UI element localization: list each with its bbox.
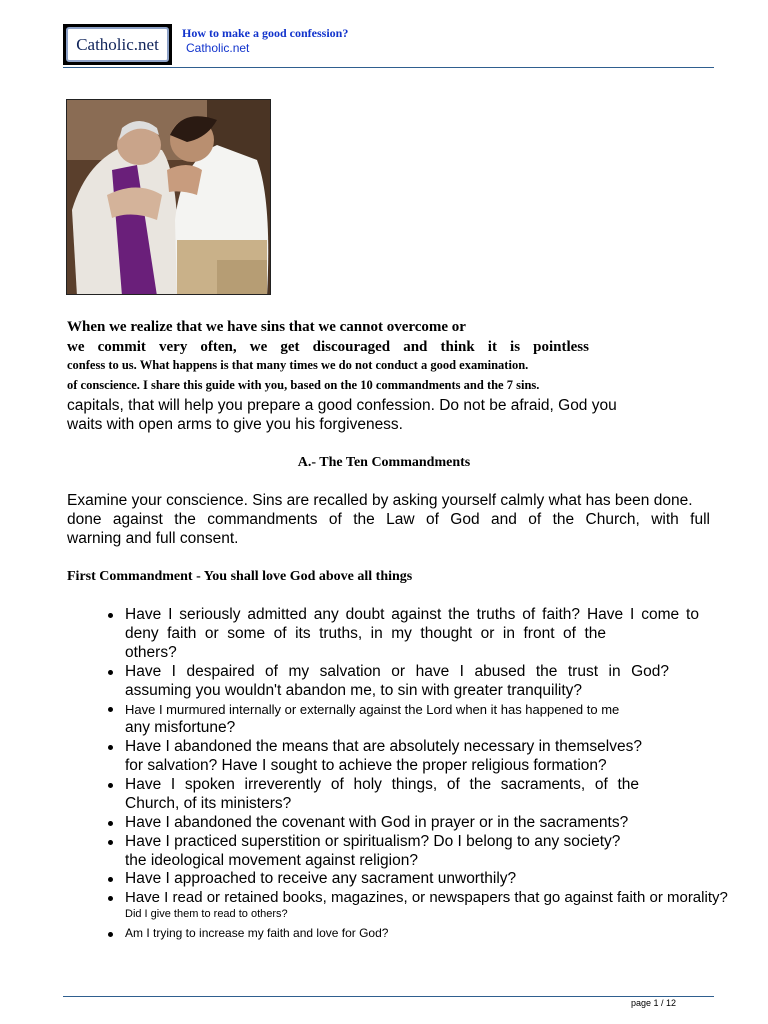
first-commandment-heading: First Commandment - You shall love God above all things xyxy=(67,569,413,584)
bullet-dot xyxy=(108,783,113,788)
bullet-dot xyxy=(108,745,113,750)
bullet-dot xyxy=(108,877,113,882)
list-item-continuation: Church, of its ministers? xyxy=(125,795,292,812)
examine-line-3: warning and full consent. xyxy=(67,530,239,547)
list-item: Have I seriously admitted any doubt against the truths of faith? Have I come to xyxy=(125,606,699,623)
list-item-continuation: assuming you wouldn't abandon me, to sin with greater tranquility? xyxy=(125,682,583,699)
list-item: Have I abandoned the covenant with God in prayer or in the sacraments? xyxy=(125,814,629,831)
examine-line-1: Examine your conscience. Sins are recalled by asking yourself calmly what has been done. xyxy=(67,492,693,509)
confession-photo xyxy=(66,99,271,295)
logo-text: Catholic.net xyxy=(66,27,169,62)
catholic-net-logo[interactable] xyxy=(63,24,172,65)
page-number: page 1 / 12 xyxy=(631,998,677,1008)
list-item-continuation: others? xyxy=(125,644,177,661)
intro-line-3: confess to us. What happens is that many times we do not conduct a good examination. xyxy=(67,358,529,372)
bullet-dot xyxy=(108,613,113,618)
bullet-dot xyxy=(108,821,113,826)
bullet-dot xyxy=(108,670,113,675)
document-title[interactable]: How to make a good confession? xyxy=(182,26,349,40)
list-item: Have I abandoned the means that are absolutely necessary in themselves? xyxy=(125,738,642,755)
list-item: Am I trying to increase my faith and love for God? xyxy=(125,926,389,940)
document-source: Catholic.net xyxy=(186,41,250,55)
examine-line-2: done against the commandments of the Law of God and of the Church, with full xyxy=(67,511,710,528)
bullet-dot xyxy=(108,932,113,937)
section-heading: A.- The Ten Commandments xyxy=(297,455,471,470)
list-item: Have I murmured internally or externally against the Lord when it has happened to me xyxy=(125,702,620,717)
bullet-dot xyxy=(108,707,113,712)
list-item: Have I spoken irreverently of holy things, of the sacraments, of the xyxy=(125,776,639,793)
intro-line-2: we commit very often, we get discouraged and think it is pointless xyxy=(67,339,589,355)
bullet-dot xyxy=(108,896,113,901)
list-item-continuation: Did I give them to read to others? xyxy=(125,908,288,920)
list-item-continuation: deny faith or some of its truths, in my thought or in front of the xyxy=(125,625,606,642)
list-item-continuation: the ideological movement against religion? xyxy=(125,852,418,869)
intro-line-5: capitals, that will help you prepare a good confession. Do not be afraid, God you xyxy=(67,397,617,414)
list-item-continuation: any misfortune? xyxy=(125,719,236,736)
header-divider xyxy=(63,67,714,68)
list-item: Have I despaired of my salvation or have I abused the trust in God? xyxy=(125,663,669,680)
list-item-continuation: for salvation? Have I sought to achieve the proper religious formation? xyxy=(125,757,607,774)
intro-line-4: of conscience. I share this guide with you, based on the 10 commandments and the 7 sins. xyxy=(67,378,540,392)
intro-line-1: When we realize that we have sins that we cannot overcome or xyxy=(67,319,466,335)
list-item: Have I practiced superstition or spiritualism? Do I belong to any society? xyxy=(125,833,621,850)
confession-photo-illustration xyxy=(67,100,271,295)
list-item: Have I approached to receive any sacrament unworthily? xyxy=(125,870,517,887)
list-item: Have I read or retained books, magazines, or newspapers that go against faith or morality? xyxy=(125,889,728,906)
footer-divider xyxy=(63,996,714,997)
intro-line-6: waits with open arms to give you his forgiveness. xyxy=(67,416,403,433)
bullet-dot xyxy=(108,840,113,845)
